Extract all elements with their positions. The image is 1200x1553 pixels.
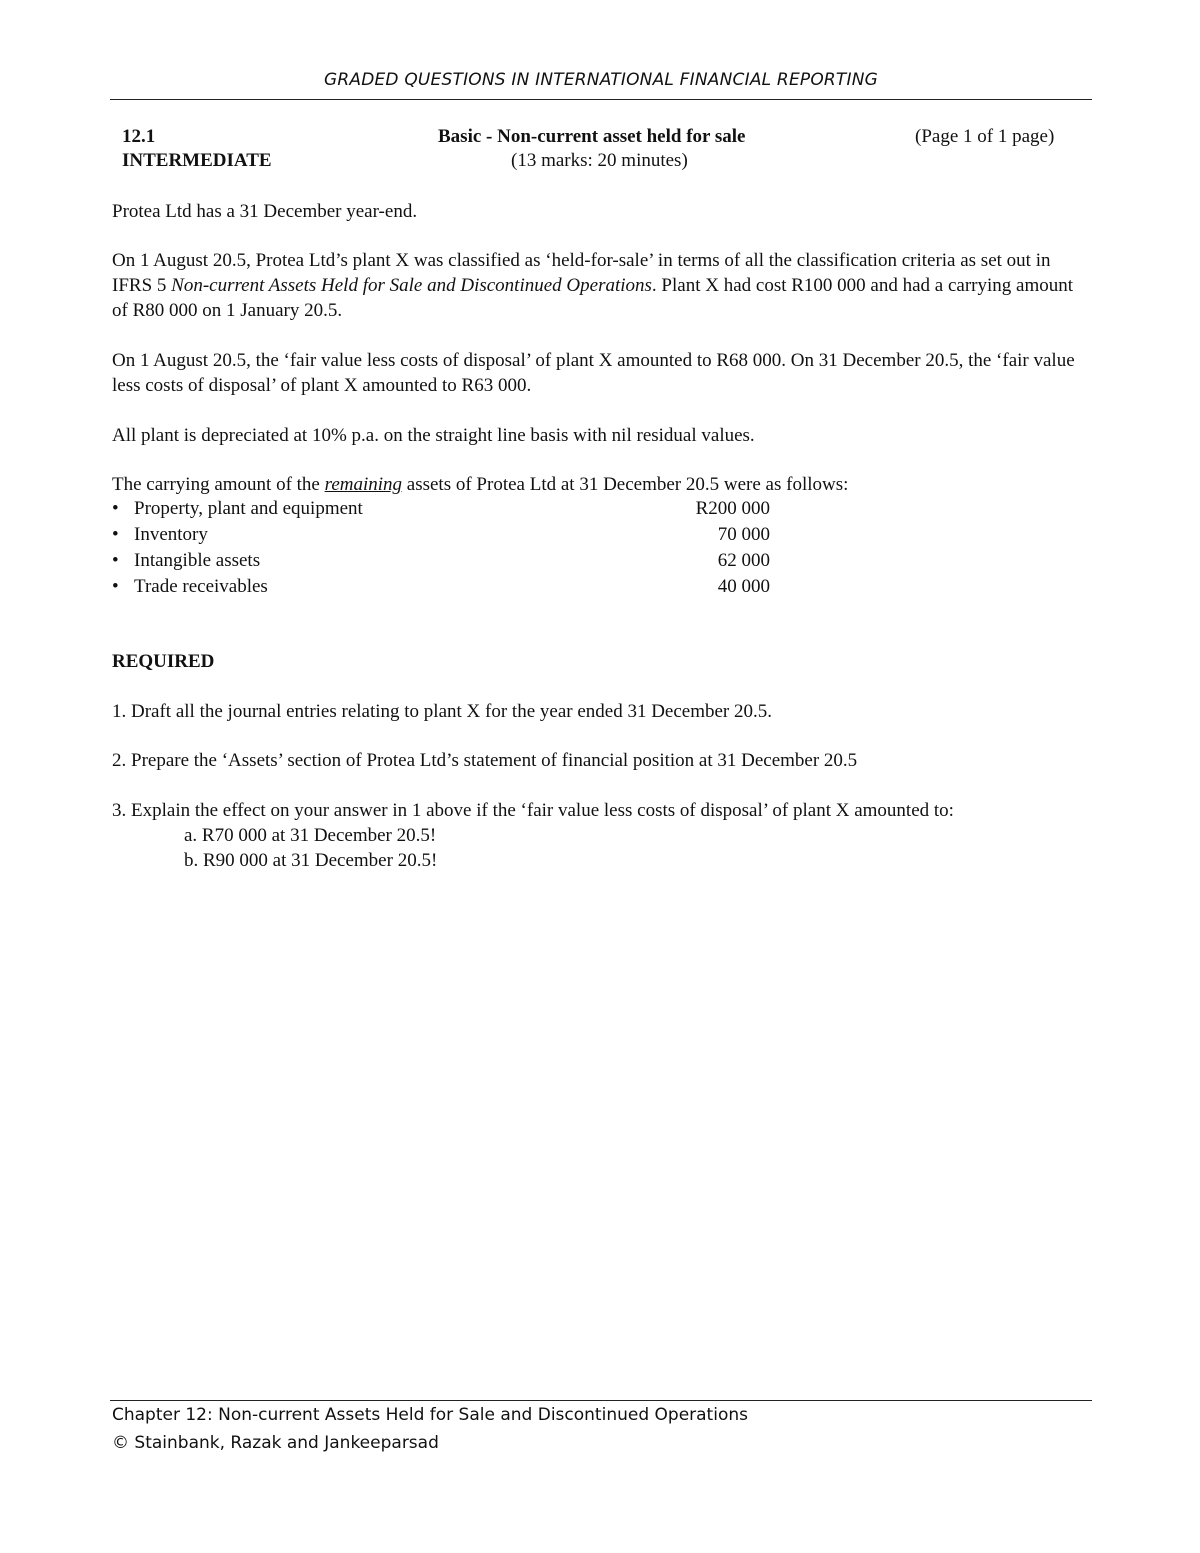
question-number: 12.1 xyxy=(122,126,156,147)
required-q3a: a. R70 000 at 31 December 20.5! xyxy=(184,825,437,846)
asset-amount: R200 000 xyxy=(695,498,770,519)
footer-copyright: © Stainbank, Razak and Jankeeparsad xyxy=(112,1433,439,1453)
bullet-icon: • xyxy=(112,498,119,519)
question-title: Basic - Non-current asset held for sale xyxy=(438,126,746,147)
asset-label: Trade receivables xyxy=(134,576,268,597)
paragraph-year-end: Protea Ltd has a 31 December year-end. xyxy=(112,201,418,222)
required-heading: REQUIRED xyxy=(112,651,215,672)
required-q3b: b. R90 000 at 31 December 20.5! xyxy=(184,850,438,871)
page-header-title: GRADED QUESTIONS IN INTERNATIONAL FINANCIAL REPORTING xyxy=(323,70,879,90)
asset-row xyxy=(112,576,792,602)
page-indicator: (Page 1 of 1 page) xyxy=(915,126,1055,147)
required-q3: 3. Explain the effect on your answer in 1 above if the ‘fair value less costs of disposal’ of plant X amounted to: xyxy=(112,800,954,821)
asset-amount: 40 000 xyxy=(717,576,770,597)
required-q2: 2. Prepare the ‘Assets’ section of Protea Ltd’s statement of financial position at 31 December 20.5 xyxy=(112,750,858,771)
footer-rule xyxy=(110,1400,1092,1401)
paragraph-remaining-assets: The carrying amount of the remaining assets of Protea Ltd at 31 December 20.5 were as follows: xyxy=(112,474,849,495)
required-q1: 1. Draft all the journal entries relating to plant X for the year ended 31 December 20.5. xyxy=(112,701,773,722)
asset-label: Property, plant and equipment xyxy=(134,498,363,519)
question-marks: (13 marks: 20 minutes) xyxy=(511,150,688,171)
bullet-icon: • xyxy=(112,576,119,597)
asset-row xyxy=(112,550,792,576)
asset-amount: 70 000 xyxy=(717,524,770,545)
asset-row xyxy=(112,524,792,550)
paragraph-classification: On 1 August 20.5, Protea Ltd’s plant X was classified as ‘held-for-sale’ in terms of all the classification criteria as set out in IFRS 5 Non-current Assets Held for Sale and Discontinued Operations. Plant X had cost R100 000 and had a carrying amount of R80 000 on 1 January 20.5. xyxy=(112,250,1074,321)
asset-row xyxy=(112,498,792,524)
standard-name: Non-current Assets Held for Sale and Discontinued Operations xyxy=(171,275,652,296)
paragraph-fair-value: On 1 August 20.5, the ‘fair value less costs of disposal’ of plant X amounted to R68 000. On 31 December 20.5, the ‘fair value less costs of disposal’ of plant X amounted to R63 000. xyxy=(112,350,1075,396)
header-rule xyxy=(110,99,1092,100)
asset-label: Intangible assets xyxy=(134,550,261,571)
question-level: INTERMEDIATE xyxy=(122,150,272,171)
footer-chapter: Chapter 12: Non-current Assets Held for Sale and Discontinued Operations xyxy=(112,1405,748,1425)
asset-amount: 62 000 xyxy=(717,550,770,571)
paragraph-depreciation: All plant is depreciated at 10% p.a. on the straight line basis with nil residual values. xyxy=(112,425,755,446)
emphasis-remaining: remaining xyxy=(324,474,403,495)
bullet-icon: • xyxy=(112,524,119,545)
asset-label: Inventory xyxy=(134,524,208,545)
bullet-icon: • xyxy=(112,550,119,571)
